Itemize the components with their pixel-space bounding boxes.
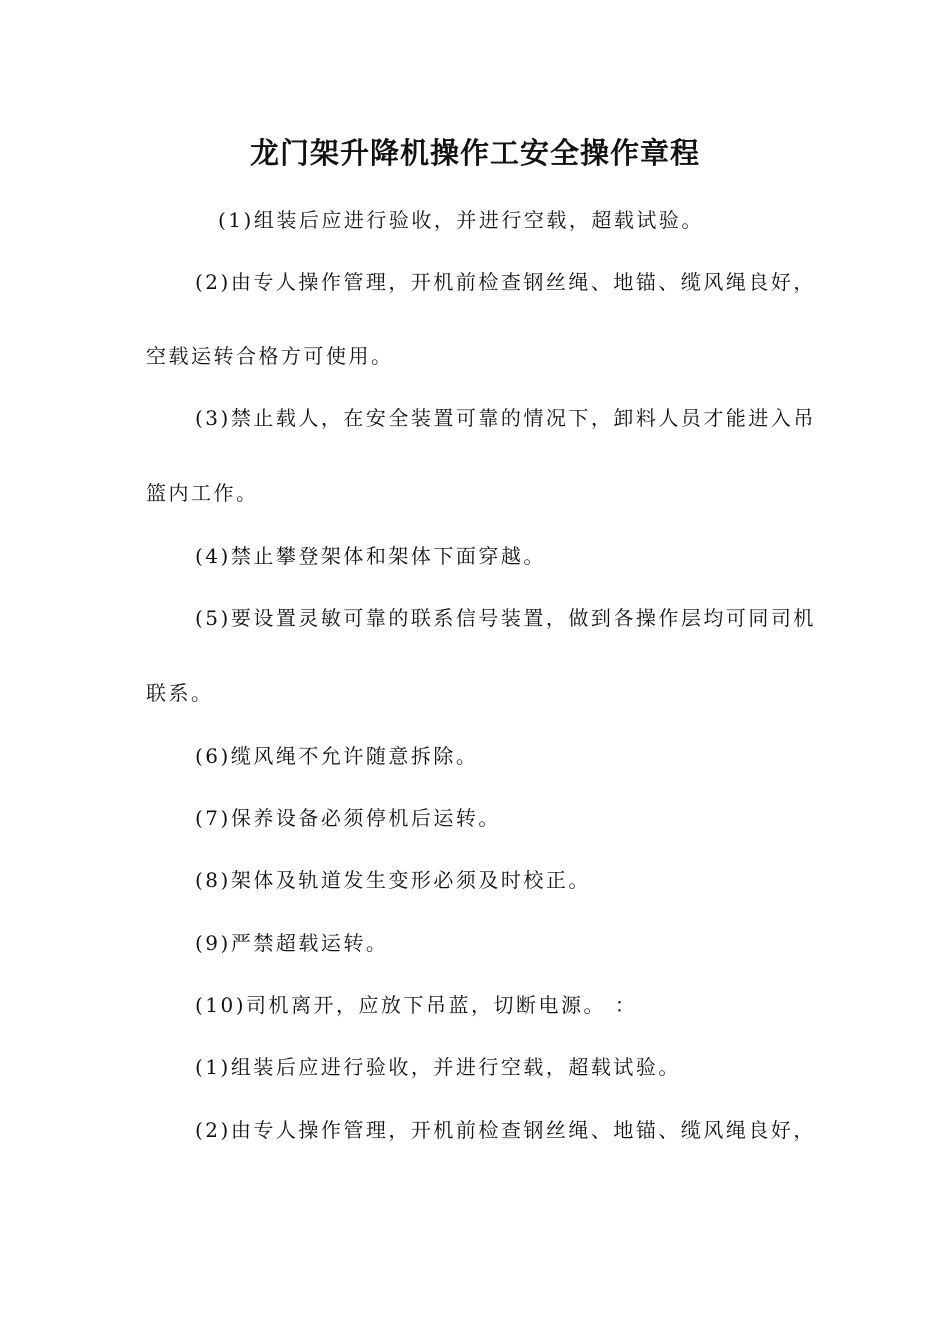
paragraph-line: (8)架体及轨道发生变形必须及时校正。 — [195, 868, 591, 892]
paragraph-line: (10)司机离开，应放下吊蓝，切断电源。 ： — [195, 993, 638, 1017]
paragraph-line: 联系。 — [146, 681, 214, 705]
paragraph-line: (6)缆风绳不允许随意拆除。 — [195, 744, 479, 768]
paragraph-line: (4)禁止攀登架体和架体下面穿越。 — [195, 544, 546, 568]
paragraph-line: (7)保养设备必须停机后运转。 — [195, 806, 501, 830]
paragraph-line: (3)禁止载人，在安全装置可靠的情况下，卸料人员才能进入吊 — [195, 406, 816, 430]
paragraph-line: (2)由专人操作管理，开机前检查钢丝绳、地锚、缆风绳良好， — [195, 270, 816, 294]
paragraph-line: 篮内工作。 — [146, 481, 259, 505]
paragraph-line: (5)要设置灵敏可靠的联系信号装置，做到各操作层均可同司机 — [195, 606, 816, 630]
document-title: 龙门架升降机操作工安全操作章程 — [249, 136, 700, 170]
paragraph-line: (2)由专人操作管理，开机前检查钢丝绳、地锚、缆风绳良好， — [195, 1118, 816, 1142]
paragraph-line: 空载运转合格方可使用。 — [146, 344, 394, 368]
paragraph-line: (9)严禁超载运转。 — [195, 931, 389, 955]
paragraph-line: (1)组装后应进行验收，并进行空载，超载试验。 — [218, 208, 704, 232]
paragraph-line: (1)组装后应进行验收，并进行空载，超载试验。 — [195, 1055, 681, 1079]
